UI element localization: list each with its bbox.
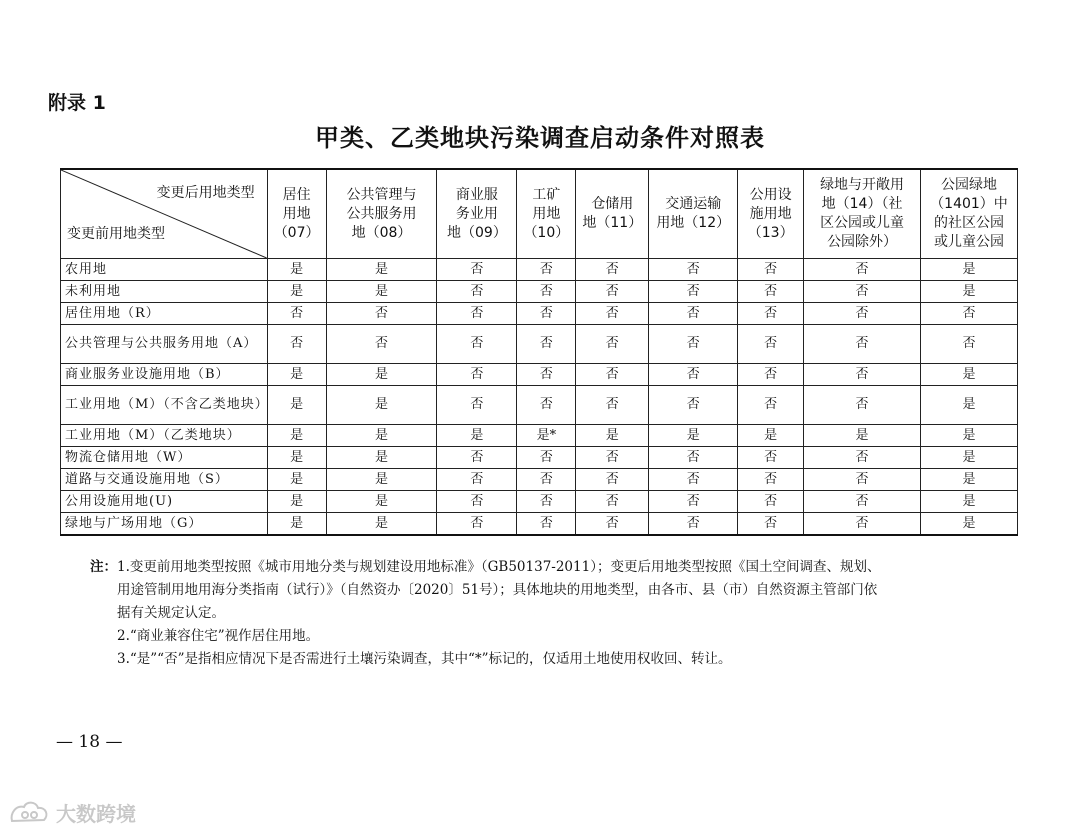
column-header-line: 地（14）（社 xyxy=(821,196,903,212)
table-cell: 是 xyxy=(267,513,326,536)
table-cell: 否 xyxy=(517,325,576,364)
table-cell: 否 xyxy=(517,281,576,303)
before-type-label: 变更前用地类型 xyxy=(67,226,165,242)
table-cell: 否 xyxy=(437,491,517,513)
table-cell: 是 xyxy=(920,469,1017,491)
column-header-line: 用地 xyxy=(532,205,561,222)
column-header-line: 绿地与开敞用 xyxy=(820,177,905,193)
table-cell: 否 xyxy=(517,259,576,281)
table-cell: 是 xyxy=(804,425,921,447)
table-row xyxy=(61,303,1018,325)
row-label: 道路与交通设施用地（S） xyxy=(61,469,268,491)
table-cell: 否 xyxy=(804,491,921,513)
table-cell: 是 xyxy=(326,425,437,447)
table-cell: 否 xyxy=(576,447,649,469)
table-cell: 否 xyxy=(804,513,921,536)
column-header-line: 公园绿地 xyxy=(940,177,997,193)
column-header-line: 商业服 xyxy=(455,186,498,203)
table-cell: 是 xyxy=(326,513,437,536)
table-cell: 否 xyxy=(576,513,649,536)
note-line: 据有关规定认定。 xyxy=(117,605,225,621)
table-row xyxy=(61,513,1018,536)
watermark xyxy=(8,798,136,827)
appendix-label: 附录 1 xyxy=(48,92,106,114)
table-cell: 是 xyxy=(437,425,517,447)
column-header-line: 公共服务用 xyxy=(346,205,417,222)
table-cell: 否 xyxy=(437,325,517,364)
table-cell: 否 xyxy=(437,513,517,536)
table-cell: 否 xyxy=(576,303,649,325)
table-body xyxy=(61,259,1018,536)
table-cell: 是 xyxy=(267,259,326,281)
notes-heading: 注： xyxy=(90,559,117,575)
table-cell: 是 xyxy=(920,491,1017,513)
table-cell: 否 xyxy=(649,469,738,491)
page-title: 甲类、乙类地块污染调查启动条件对照表 xyxy=(315,123,765,152)
table-cell: 否 xyxy=(649,386,738,425)
table-cell: 是 xyxy=(920,386,1017,425)
table-cell: 是 xyxy=(267,491,326,513)
column-header-line: 地（09） xyxy=(447,224,507,241)
column-header-line: 地（11） xyxy=(582,215,643,231)
row-label: 居住用地（R） xyxy=(61,303,268,325)
table-cell: 否 xyxy=(267,325,326,364)
column-header-line: 务业用 xyxy=(455,205,498,222)
column-header-line: 用地（12） xyxy=(656,215,731,231)
column-header-line: （13） xyxy=(747,224,794,241)
table-row xyxy=(61,364,1018,386)
table-cell: 否 xyxy=(649,325,738,364)
column-header xyxy=(738,169,804,259)
column-header xyxy=(920,169,1017,259)
note-item: 3.“是”“否”是指相应情况下是否需进行土壤污染调查，其中“*”标记的，仅适用土地使用权收回、转让。 xyxy=(117,651,732,667)
table-cell: 是 xyxy=(326,364,437,386)
row-label: 商业服务业设施用地（B） xyxy=(61,364,268,386)
table-cell: 否 xyxy=(437,447,517,469)
column-header-line: 仓储用 xyxy=(591,196,634,212)
watermark-logo-icon xyxy=(8,799,50,827)
table-cell: 否 xyxy=(437,281,517,303)
note-line: 用途管制用地用海分类指南（试行）》（自然资办〔2020〕51号）；具体地块的用地类型，由各市、县（市）自然资源主管部门依 xyxy=(117,582,878,598)
column-header-line: 用地 xyxy=(282,205,311,222)
table-cell: 否 xyxy=(920,303,1017,325)
table-cell: 否 xyxy=(576,491,649,513)
table-cell: 否 xyxy=(517,364,576,386)
watermark-text: 大数跨境 xyxy=(56,802,136,826)
table-cell: 是 xyxy=(326,491,437,513)
table-cell: 是 xyxy=(920,364,1017,386)
table-cell: 是 xyxy=(920,513,1017,536)
table-cell: 否 xyxy=(517,469,576,491)
table-cell: 否 xyxy=(804,259,921,281)
table-cell: 是* xyxy=(517,425,576,447)
table-cell: 是 xyxy=(326,469,437,491)
column-header xyxy=(437,169,517,259)
table-cell: 否 xyxy=(738,386,804,425)
table-cell: 否 xyxy=(437,386,517,425)
column-header-line: （1401）中 xyxy=(930,196,1008,212)
table-cell: 否 xyxy=(517,303,576,325)
table-cell: 是 xyxy=(326,281,437,303)
column-header-line: 施用地 xyxy=(749,205,792,222)
table-cell: 否 xyxy=(738,491,804,513)
table-row xyxy=(61,469,1018,491)
table-cell: 是 xyxy=(326,259,437,281)
table-cell: 否 xyxy=(517,491,576,513)
table-cell: 是 xyxy=(920,425,1017,447)
row-label: 未利用地 xyxy=(61,281,268,303)
table-cell: 否 xyxy=(738,513,804,536)
table-cell: 否 xyxy=(804,469,921,491)
column-header-line: 的社区公园 xyxy=(933,215,1004,231)
column-header-line: 或儿童公园 xyxy=(933,234,1004,250)
table-cell: 否 xyxy=(738,364,804,386)
table-cell: 否 xyxy=(576,364,649,386)
note-item: 2.“商业兼容住宅”视作居住用地。 xyxy=(117,628,320,644)
column-header-line: 工矿 xyxy=(532,186,561,203)
table-cell: 否 xyxy=(649,513,738,536)
table-cell: 是 xyxy=(920,259,1017,281)
table-cell: 否 xyxy=(738,469,804,491)
table-cell: 是 xyxy=(267,469,326,491)
column-header-line: （10） xyxy=(523,224,570,241)
table-cell: 否 xyxy=(267,303,326,325)
table-row xyxy=(61,491,1018,513)
table-cell: 否 xyxy=(517,447,576,469)
row-label: 工业用地（M）（乙类地块） xyxy=(61,425,268,447)
table-cell: 否 xyxy=(576,281,649,303)
table-cell: 否 xyxy=(804,447,921,469)
comparison-table xyxy=(60,168,1018,536)
table-cell: 否 xyxy=(437,364,517,386)
table-row xyxy=(61,386,1018,425)
row-label: 农用地 xyxy=(61,259,268,281)
column-header xyxy=(517,169,576,259)
note-line: 1.变更前用地类型按照《城市用地分类与规划建设用地标准》（GB50137-2011）；变更后用地类型按照《国土空间调查、规划、 xyxy=(117,559,881,575)
column-header-line: 公园除外） xyxy=(827,234,898,250)
column-header-line: 公用设 xyxy=(749,186,792,203)
table-cell: 否 xyxy=(804,325,921,364)
column-header xyxy=(326,169,437,259)
table-cell: 是 xyxy=(267,386,326,425)
row-label: 物流仓储用地（W） xyxy=(61,447,268,469)
notes-section xyxy=(90,556,1040,671)
table-cell: 否 xyxy=(738,325,804,364)
table-cell: 否 xyxy=(804,303,921,325)
table-cell: 否 xyxy=(738,281,804,303)
table-cell: 否 xyxy=(649,447,738,469)
table-cell: 否 xyxy=(920,325,1017,364)
table-cell: 是 xyxy=(738,425,804,447)
table-cell: 否 xyxy=(649,491,738,513)
after-type-label: 变更后用地类型 xyxy=(156,185,255,201)
table-cell: 否 xyxy=(738,303,804,325)
row-label: 绿地与广场用地（G） xyxy=(61,513,268,536)
table-cell: 否 xyxy=(649,303,738,325)
table-cell: 否 xyxy=(804,386,921,425)
column-header-line: 区公园或儿童 xyxy=(820,215,905,231)
table-cell: 否 xyxy=(326,325,437,364)
table-cell: 否 xyxy=(517,386,576,425)
table-cell: 是 xyxy=(326,386,437,425)
table-row xyxy=(61,281,1018,303)
table-cell: 是 xyxy=(267,281,326,303)
table-cell: 否 xyxy=(804,364,921,386)
table-cell: 是 xyxy=(920,447,1017,469)
table-cell: 否 xyxy=(437,259,517,281)
table-cell: 否 xyxy=(738,447,804,469)
table-cell: 是 xyxy=(267,364,326,386)
column-header xyxy=(804,169,921,259)
table-cell: 是 xyxy=(920,281,1017,303)
table-cell: 否 xyxy=(437,303,517,325)
table-cell: 是 xyxy=(267,425,326,447)
table-cell: 否 xyxy=(576,325,649,364)
table-cell: 否 xyxy=(649,259,738,281)
header-row xyxy=(61,169,1018,259)
column-header xyxy=(267,169,326,259)
corner-header-cell xyxy=(61,169,268,259)
table-cell: 是 xyxy=(649,425,738,447)
table-cell: 否 xyxy=(649,364,738,386)
table-cell: 否 xyxy=(804,281,921,303)
table-cell: 否 xyxy=(517,513,576,536)
column-header xyxy=(649,169,738,259)
row-label: 工业用地（M）（不含乙类地块） xyxy=(61,386,268,425)
column-header-line: 公共管理与 xyxy=(346,186,417,203)
table-cell: 是 xyxy=(576,425,649,447)
column-header xyxy=(576,169,649,259)
table-cell: 否 xyxy=(326,303,437,325)
table-cell: 否 xyxy=(738,259,804,281)
table-cell: 否 xyxy=(649,281,738,303)
table-row xyxy=(61,325,1018,364)
table-cell: 是 xyxy=(326,447,437,469)
row-label: 公共管理与公共服务用地（A） xyxy=(61,325,268,364)
table-row xyxy=(61,447,1018,469)
page-number: — 18 — xyxy=(56,732,123,752)
table-cell: 否 xyxy=(576,259,649,281)
column-header-line: （07） xyxy=(273,224,320,241)
column-header-line: 居住 xyxy=(282,186,311,203)
table-cell: 否 xyxy=(576,386,649,425)
column-header-line: 交通运输 xyxy=(665,196,722,212)
column-header-line: 地（08） xyxy=(351,224,412,241)
table-cell: 是 xyxy=(267,447,326,469)
row-label: 公用设施用地(U) xyxy=(61,491,268,513)
table-cell: 否 xyxy=(437,469,517,491)
note-item xyxy=(90,556,1040,625)
table-cell: 否 xyxy=(576,469,649,491)
table-row xyxy=(61,259,1018,281)
table-row xyxy=(61,425,1018,447)
